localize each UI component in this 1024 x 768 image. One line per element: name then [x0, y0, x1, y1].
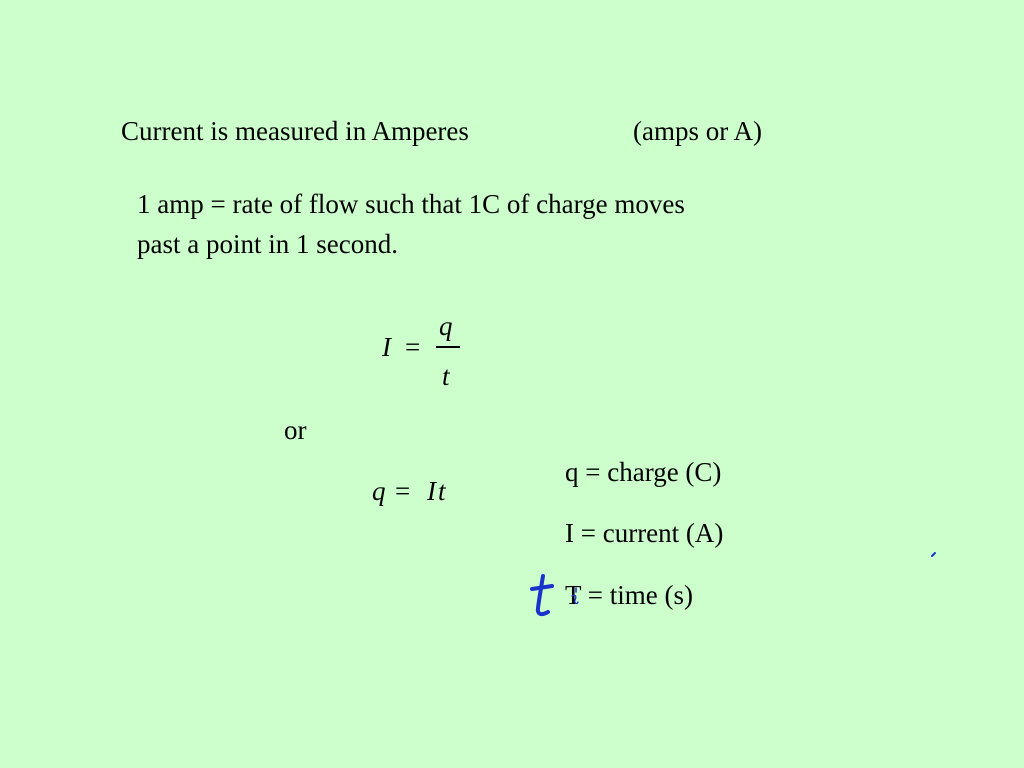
- handwritten-t-annotation: [520, 570, 590, 620]
- formula2-i: I: [427, 476, 436, 506]
- heading-current-units: Current is measured in Amperes: [121, 116, 469, 146]
- fraction-bar: [436, 346, 460, 348]
- or-label: or: [284, 415, 307, 445]
- formula-lhs-i: I: [382, 332, 391, 362]
- definition-line-2: past a point in 1 second.: [137, 229, 398, 259]
- legend-item-current: I = current (A): [565, 518, 724, 548]
- formula2-t: t: [438, 476, 446, 506]
- definition-line-1: 1 amp = rate of flow such that 1C of charge moves: [137, 189, 685, 219]
- formula-denominator-t: t: [442, 361, 450, 391]
- legend-item-time: T = time (s): [565, 580, 693, 610]
- formula2-equals: =: [395, 476, 411, 506]
- formula-equals: =: [405, 332, 421, 362]
- ink-dot: [928, 548, 940, 560]
- heading-units-aside: (amps or A): [633, 116, 762, 146]
- formula2-q: q: [372, 476, 386, 506]
- formula-numerator-q: q: [439, 311, 453, 341]
- legend-item-charge: q = charge (C): [565, 457, 722, 487]
